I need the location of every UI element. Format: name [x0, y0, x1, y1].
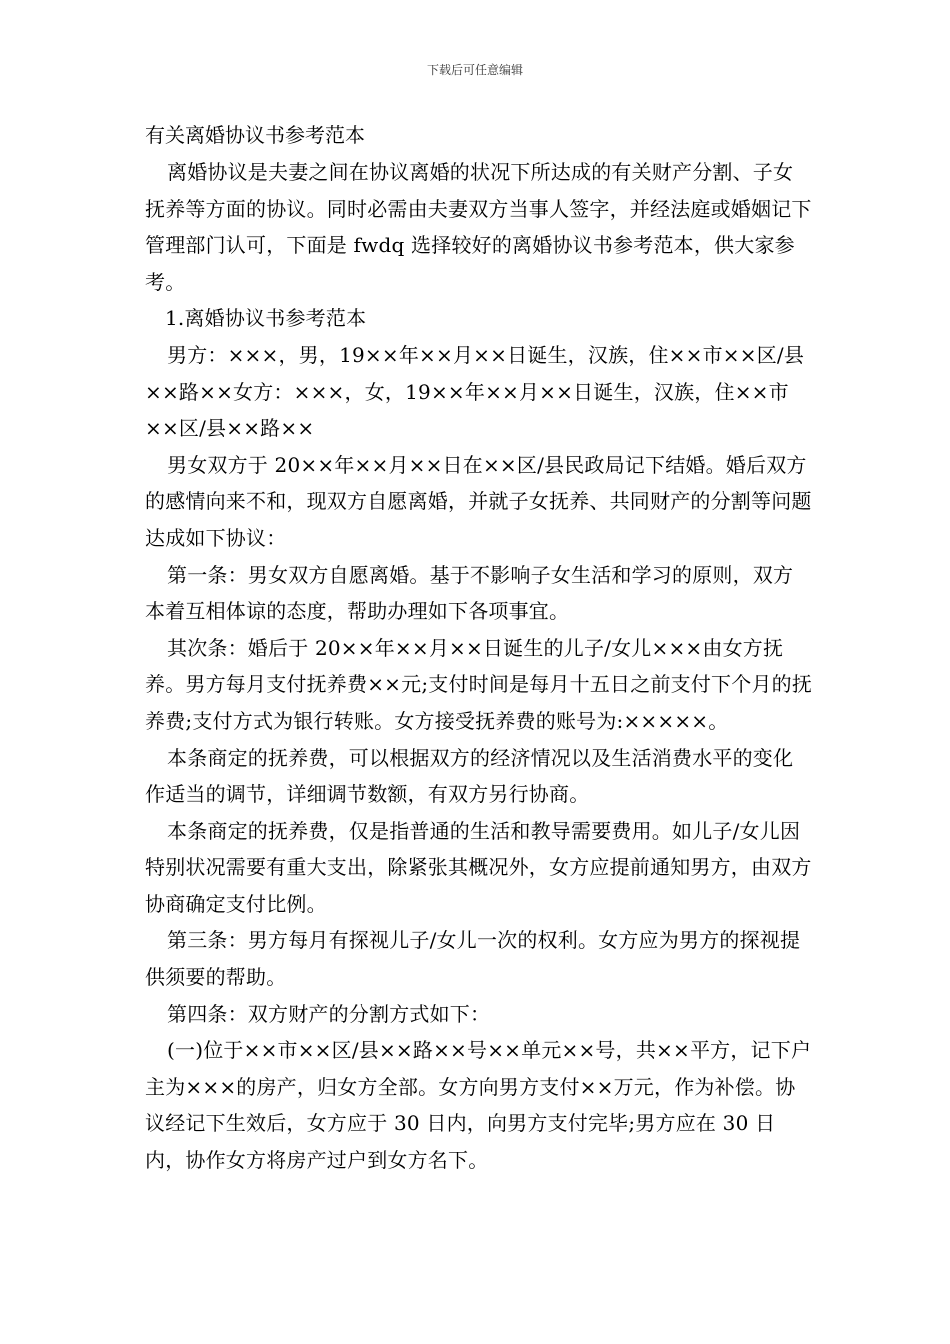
intro-paragraph: 离婚协议是夫妻之间在协议离婚的状况下所达成的有关财产分割、子女抚养等方面的协议。同时必需由夫妻双方当事人签字，并经法庭或婚姻记下管理部门认可，下面是 fwdq 选择较好的离婚协议书参考范本，供大家参考。 [145, 160, 812, 294]
marriage-paragraph: 男女双方于 20××年××月××日在××区/县民政局记下结婚。婚后双方的感情向来不和，现双方自愿离婚，并就子女抚养、共同财产的分割等问题达成如下协议： [145, 452, 812, 550]
article-2-paragraph: 其次条：婚后于 20××年××月××日诞生的儿子/女儿×××由女方抚养。男方每月支付抚养费××元;支付时间是每月十五日之前支付下个月的抚养费;支付方式为银行转账。女方接受抚养费的账号为:×××××。 [145, 635, 813, 733]
section-heading: 1.离婚协议书参考范本 [165, 306, 367, 331]
page-header-note: 下载后可任意编辑 [426, 63, 523, 77]
property-item-1-paragraph: (一)位于××市××区/县××路××号××单元××号，共××平方，记下户主为×××的房产，归女方全部。女方向男方支付××万元，作为补偿。协议经记下生效后，女方应于 30 日内，向男方支付完毕;男方应在 30 日内，协作女方将房产过户到女方名下。 [145, 1038, 812, 1173]
article-1-paragraph: 第一条：男女双方自愿离婚。基于不影响子女生活和学习的原则，双方本着互相体谅的态度，帮助办理如下各项事宜。 [145, 562, 794, 624]
document-body [145, 116, 813, 1179]
article-4-paragraph: 第四条：双方财产的分割方式如下： [167, 1001, 491, 1026]
support-scope-paragraph: 本条商定的抚养费，仅是指普通的生活和教导需要费用。如儿子/女儿因特别状况需要有重大支出，除紧张其概况外，女方应提前通知男方，由双方协商确定支付比例。 [145, 818, 812, 916]
support-adjustment-paragraph: 本条商定的抚养费，可以根据双方的经济情况以及生活消费水平的变化作适当的调节，详细调节数额，有双方另行协商。 [145, 745, 794, 807]
article-3-paragraph: 第三条：男方每月有探视儿子/女儿一次的权利。女方应为男方的探视提供须要的帮助。 [145, 928, 801, 990]
document-title: 有关离婚协议书参考范本 [145, 123, 365, 147]
parties-paragraph: 男方：×××，男，19××年××月××日诞生，汉族，住××市××区/县××路××女方：×××，女，19××年××月××日诞生，汉族，住××市××区/县××路×× [145, 342, 805, 441]
